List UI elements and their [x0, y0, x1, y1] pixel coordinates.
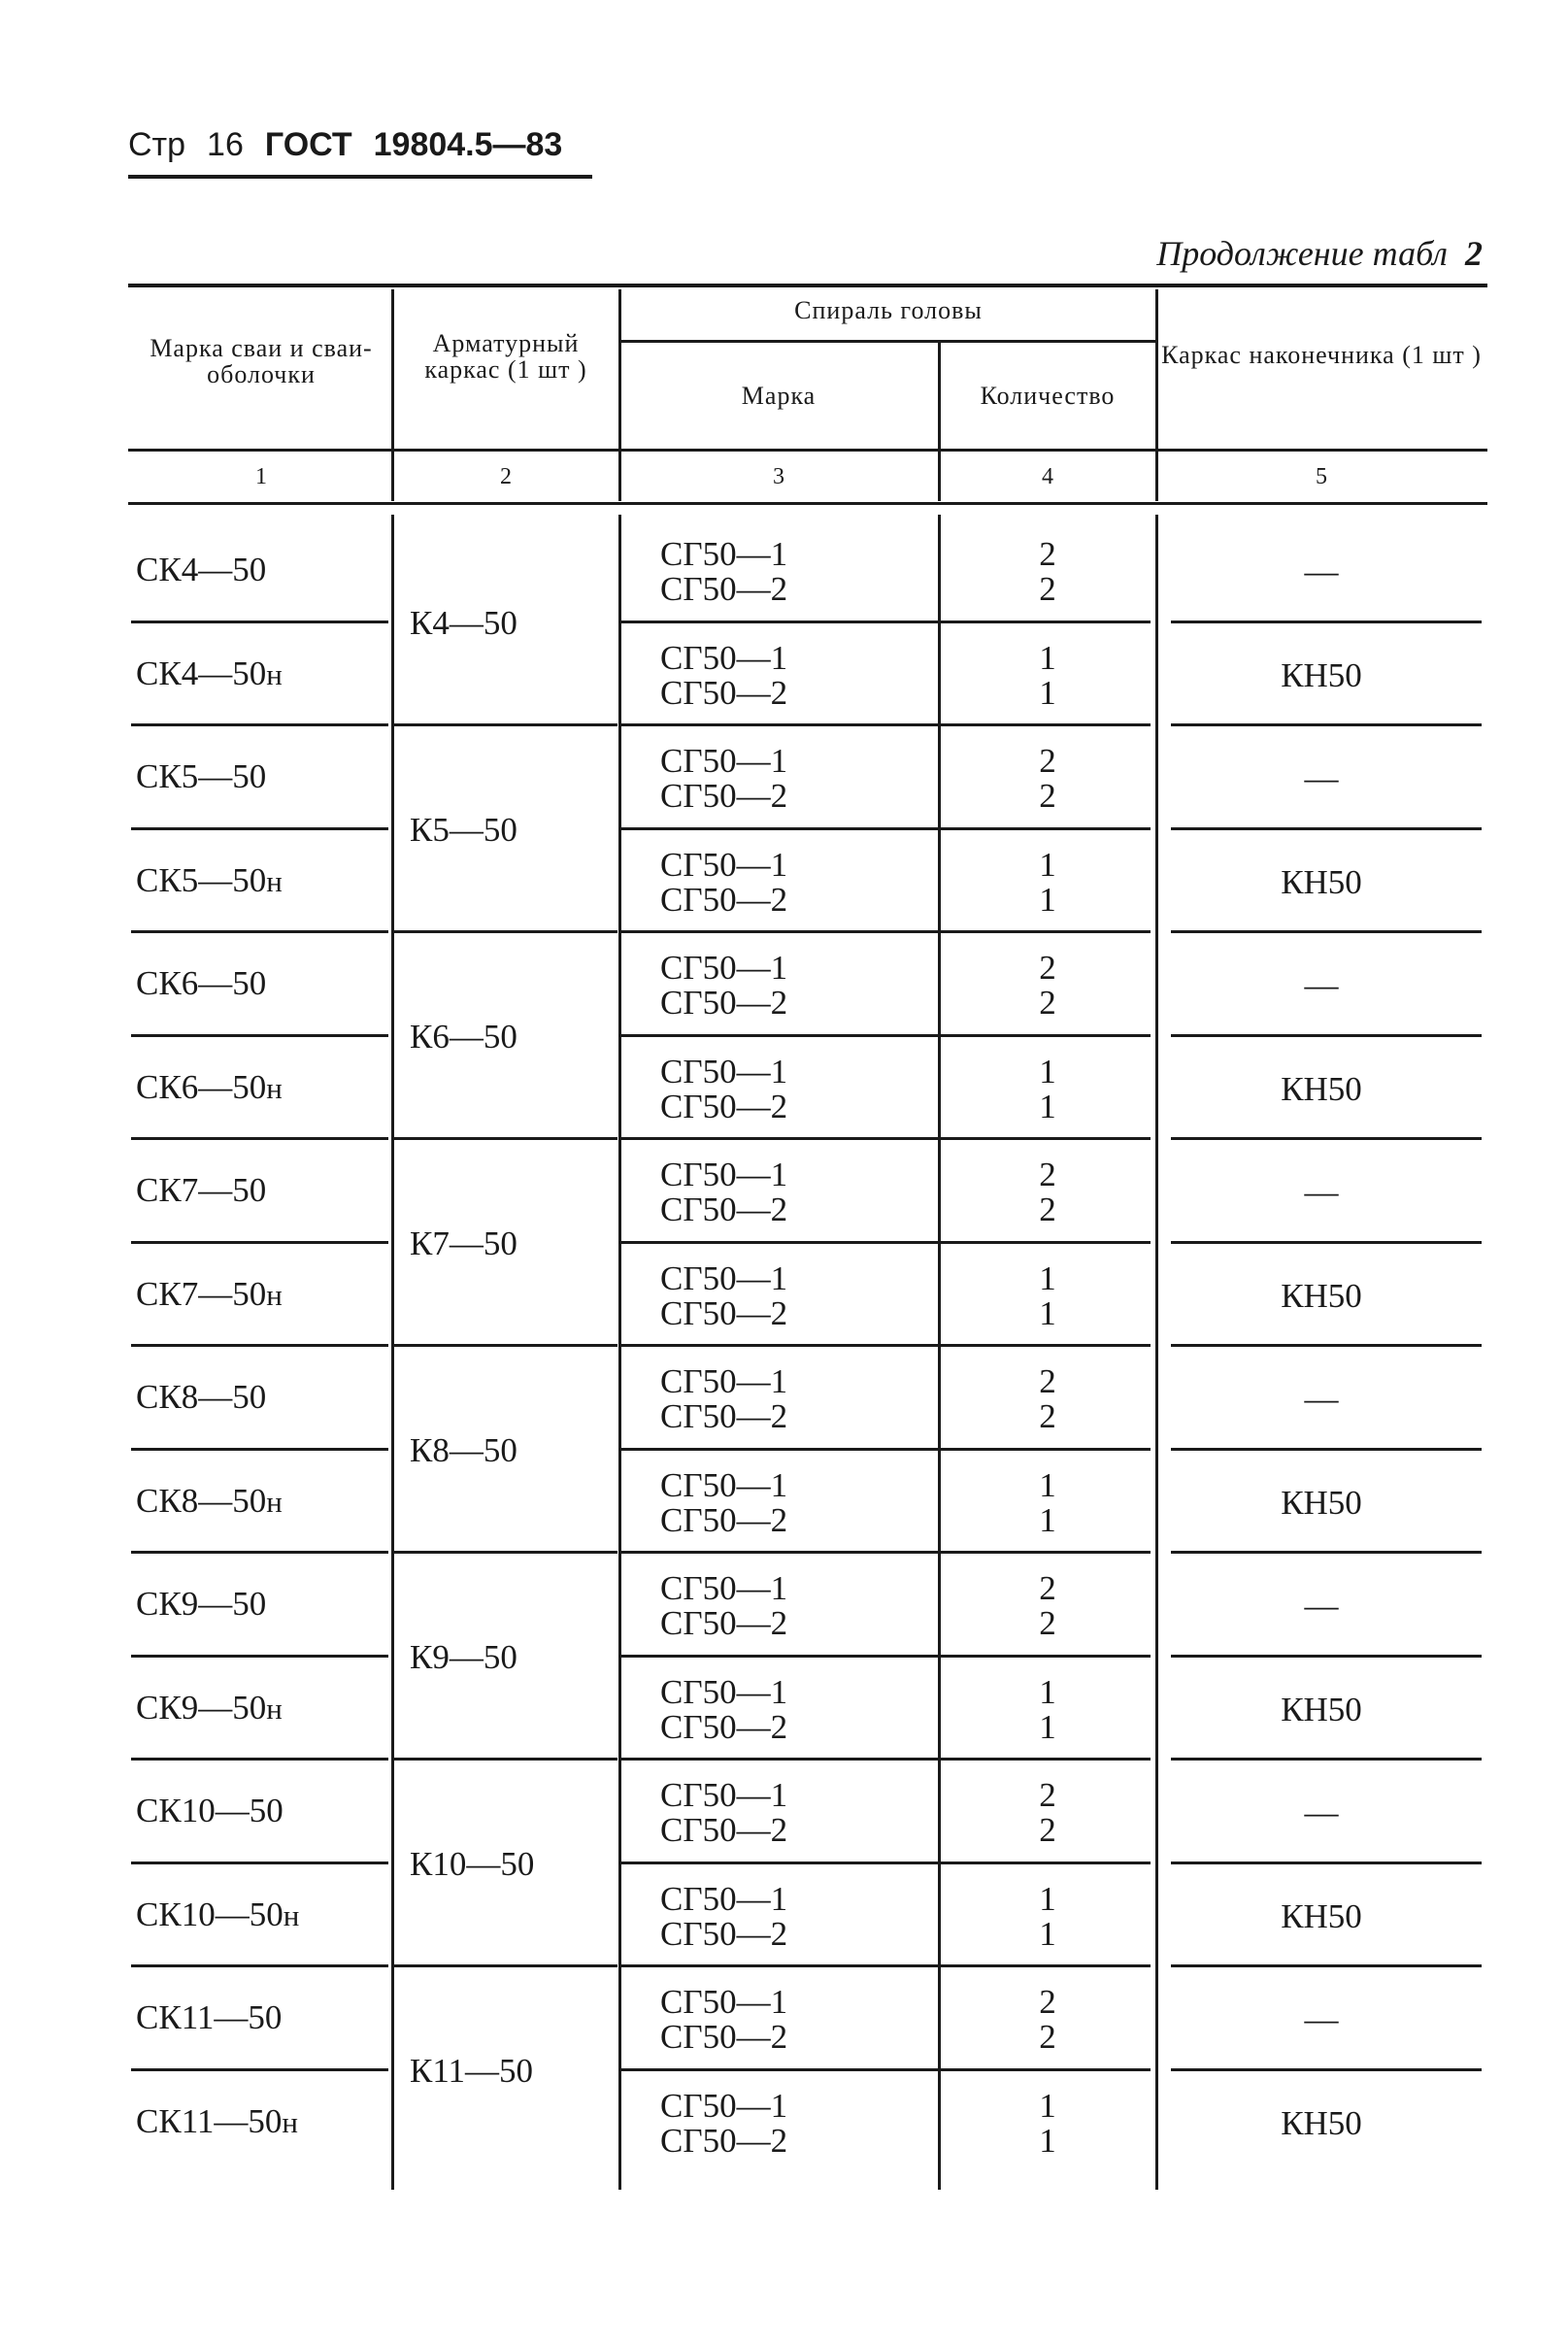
tip-frame-mark: — — [1304, 1587, 1339, 1625]
column-number-5: 5 — [1316, 464, 1327, 489]
pile-mark — [136, 2101, 386, 2140]
pile-mark — [136, 1481, 386, 1520]
row-rule-tip — [1171, 621, 1482, 623]
pile-mark-code: СК6—50 — [136, 964, 267, 1002]
row-rule-spiral — [621, 1862, 1151, 1864]
spiral-quantity: 2 — [1039, 2018, 1056, 2056]
pile-mark-suffix: н — [266, 1277, 283, 1312]
pile-mark-code: СК5—50 — [136, 860, 267, 899]
tip-frame-mark: КН50 — [1281, 862, 1362, 901]
row-rule-pile-mark — [131, 1758, 388, 1761]
pile-mark — [136, 1274, 386, 1313]
row-rule-pile-mark — [131, 1964, 388, 1967]
reinforcement-frame-mark: К7—50 — [410, 1224, 517, 1262]
continuation-table-number: 2 — [1465, 234, 1483, 273]
row-rule-spiral — [621, 723, 1151, 726]
tip-frame-mark: КН50 — [1281, 1896, 1362, 1935]
header-reinforcement-frame: Арматурный каркас (1 шт ) — [424, 329, 587, 384]
row-rule-tip — [1171, 1241, 1482, 1244]
pile-mark-code: СК8—50 — [136, 1378, 267, 1416]
body-divider-2 — [618, 515, 621, 2190]
row-rule-pile-mark — [131, 723, 388, 726]
row-rule-spiral — [621, 1034, 1151, 1037]
spiral-quantity: 1 — [1039, 1293, 1056, 1332]
row-rule-tip — [1171, 1551, 1482, 1554]
row-rule-pile-mark — [131, 930, 388, 933]
row-rule-pile-mark — [131, 1241, 388, 1244]
pile-mark-code: СК7—50 — [136, 1171, 267, 1209]
row-rule-pile-mark — [131, 1344, 388, 1347]
spiral-mark: СГ50—1 — [660, 1052, 788, 1090]
spiral-mark: СГ50—2 — [660, 777, 788, 815]
pile-mark-suffix: н — [266, 1691, 283, 1726]
spiral-quantity: 1 — [1039, 1914, 1056, 1953]
reinforcement-frame-mark: К5—50 — [410, 810, 517, 849]
column-numbers-rule — [128, 502, 1487, 505]
row-rule-spiral — [621, 1964, 1151, 1967]
spiral-mark: СГ50—2 — [660, 1604, 788, 1642]
spiral-quantity: 2 — [1039, 1156, 1056, 1193]
spiral-quantity: 2 — [1039, 1191, 1056, 1228]
tip-frame-mark: — — [1304, 2000, 1339, 2038]
spiral-quantity: 2 — [1039, 777, 1056, 815]
row-rule-spiral — [621, 827, 1151, 830]
row-rule-tip — [1171, 723, 1482, 726]
pile-mark-code: СК4—50 — [136, 551, 267, 588]
row-rule-frame — [394, 723, 617, 726]
spiral-quantity: 2 — [1039, 1983, 1056, 2021]
row-rule-spiral — [621, 1241, 1151, 1244]
spiral-quantity: 2 — [1039, 742, 1056, 780]
reinforcement-frame-mark: К8—50 — [410, 1430, 517, 1469]
pile-mark-code: СК5—50 — [136, 757, 267, 795]
header-divider-1 — [391, 289, 394, 501]
spiral-quantity: 1 — [1039, 1052, 1056, 1090]
spiral-quantity: 2 — [1039, 1776, 1056, 1814]
body-divider-4 — [1155, 515, 1158, 2190]
spiral-mark: СГ50—1 — [660, 742, 788, 780]
column-number-1: 1 — [255, 464, 267, 489]
pile-mark — [136, 2000, 386, 2035]
header-spiral-mark: Марка — [741, 382, 817, 410]
tip-frame-mark: — — [1304, 759, 1339, 797]
spiral-quantity: 1 — [1039, 1465, 1056, 1504]
row-rule-frame — [394, 1551, 617, 1554]
spiral-quantity: 1 — [1039, 638, 1056, 677]
spiral-quantity: 1 — [1039, 2086, 1056, 2125]
spiral-mark: СГ50—2 — [660, 1707, 788, 1746]
spiral-mark: СГ50—2 — [660, 1191, 788, 1228]
row-rule-tip — [1171, 2068, 1482, 2071]
spiral-mark: СГ50—2 — [660, 673, 788, 712]
spiral-quantity: 1 — [1039, 1258, 1056, 1297]
pile-mark-suffix: н — [282, 2104, 298, 2139]
pile-mark-code: СК11—50 — [136, 1998, 283, 2036]
spiral-mark: СГ50—1 — [660, 1879, 788, 1918]
row-rule-spiral — [621, 1344, 1151, 1347]
pile-mark — [136, 966, 386, 1001]
spiral-quantity: 1 — [1039, 1500, 1056, 1539]
pile-mark — [136, 860, 386, 899]
row-rule-tip — [1171, 930, 1482, 933]
spiral-mark: СГ50—1 — [660, 1362, 788, 1400]
tip-frame-mark: КН50 — [1281, 655, 1362, 694]
header-spiral-group: Спираль головы — [794, 296, 983, 324]
page-number: 16 — [207, 126, 244, 163]
row-rule-pile-mark — [131, 1448, 388, 1451]
spiral-quantity: 2 — [1039, 984, 1056, 1022]
spiral-mark: СГ50—2 — [660, 1500, 788, 1539]
row-rule-pile-mark — [131, 1862, 388, 1864]
spiral-mark: СГ50—1 — [660, 1983, 788, 2021]
row-rule-pile-mark — [131, 827, 388, 830]
standard-label: ГОСТ — [264, 126, 352, 163]
row-rule-spiral — [621, 1551, 1151, 1554]
tip-frame-mark: КН50 — [1281, 1276, 1362, 1315]
header-pile-mark: Марка сваи и сваи-оболочки — [150, 334, 373, 388]
spiral-quantity: 1 — [1039, 2121, 1056, 2160]
pile-mark — [136, 1688, 386, 1727]
spiral-mark: СГ50—2 — [660, 2018, 788, 2056]
table-top-rule — [128, 284, 1487, 287]
row-rule-spiral — [621, 1655, 1151, 1658]
spiral-quantity: 1 — [1039, 845, 1056, 884]
standard-code: 19804.5—83 — [373, 126, 563, 163]
pile-mark-code: СК9—50 — [136, 1585, 267, 1623]
row-rule-spiral — [621, 1758, 1151, 1761]
spiral-quantity: 1 — [1039, 1879, 1056, 1918]
spiral-mark: СГ50—1 — [660, 845, 788, 884]
header-divider-4 — [1155, 289, 1158, 501]
row-rule-tip — [1171, 827, 1482, 830]
tip-frame-mark: — — [1304, 1173, 1339, 1211]
pile-mark-suffix: н — [283, 1897, 300, 1932]
spiral-quantity: 2 — [1039, 1362, 1056, 1400]
tip-frame-mark: КН50 — [1281, 1690, 1362, 1728]
pile-mark — [136, 1173, 386, 1208]
row-rule-frame — [394, 1137, 617, 1140]
column-number-2: 2 — [500, 464, 512, 489]
column-number-3: 3 — [773, 464, 784, 489]
row-rule-frame — [394, 1758, 617, 1761]
pile-mark — [136, 759, 386, 794]
tip-frame-mark: — — [1304, 966, 1339, 1004]
header-tip-frame: Каркас наконечника (1 шт ) — [1161, 341, 1482, 369]
tip-frame-mark: КН50 — [1281, 1069, 1362, 1108]
tip-frame-mark: КН50 — [1281, 1483, 1362, 1522]
tip-frame-mark: — — [1304, 1380, 1339, 1418]
row-rule-pile-mark — [131, 2068, 388, 2071]
spiral-quantity: 2 — [1039, 1397, 1056, 1435]
pile-mark-code: СК8—50 — [136, 1481, 267, 1520]
reinforcement-frame-mark: К9—50 — [410, 1637, 517, 1676]
reinforcement-frame-mark: К4—50 — [410, 603, 517, 642]
pile-mark-code: СК10—50 — [136, 1792, 284, 1829]
spiral-mark: СГ50—1 — [660, 535, 788, 573]
row-rule-tip — [1171, 1862, 1482, 1864]
spiral-quantity: 1 — [1039, 1707, 1056, 1746]
spiral-mark: СГ50—1 — [660, 1569, 788, 1607]
spiral-mark: СГ50—2 — [660, 880, 788, 919]
spiral-quantity: 2 — [1039, 949, 1056, 987]
spiral-mark: СГ50—1 — [660, 1465, 788, 1504]
reinforcement-frame-mark: К10—50 — [410, 1844, 535, 1883]
spiral-group-rule — [621, 340, 1155, 343]
header-bottom-rule — [128, 449, 1487, 452]
pile-mark — [136, 1380, 386, 1415]
spiral-mark: СГ50—1 — [660, 949, 788, 987]
pile-mark-code: СК11—50 — [136, 2101, 283, 2140]
row-rule-tip — [1171, 1344, 1482, 1347]
spiral-mark: СГ50—2 — [660, 1293, 788, 1332]
pile-mark-code: СК6—50 — [136, 1067, 267, 1106]
pile-mark — [136, 656, 386, 692]
spiral-mark: СГ50—2 — [660, 1811, 788, 1849]
pile-mark-suffix: н — [266, 863, 283, 898]
spiral-quantity: 1 — [1039, 1087, 1056, 1125]
row-rule-spiral — [621, 930, 1151, 933]
row-rule-spiral — [621, 1137, 1151, 1140]
row-rule-tip — [1171, 1448, 1482, 1451]
spiral-quantity: 1 — [1039, 673, 1056, 712]
header-spiral-quantity: Количество — [980, 382, 1116, 410]
row-rule-tip — [1171, 1758, 1482, 1761]
spiral-quantity: 1 — [1039, 1672, 1056, 1711]
spiral-mark: СГ50—1 — [660, 2086, 788, 2125]
row-rule-tip — [1171, 1655, 1482, 1658]
row-rule-spiral — [621, 2068, 1151, 2071]
spiral-mark: СГ50—1 — [660, 638, 788, 677]
pile-mark-suffix: н — [266, 656, 283, 691]
tip-frame-mark: — — [1304, 553, 1339, 590]
reinforcement-frame-mark: К6—50 — [410, 1017, 517, 1056]
pile-mark-code: СК10—50 — [136, 1895, 284, 1933]
continuation-text: Продолжение табл — [1156, 234, 1448, 273]
pile-mark — [136, 1587, 386, 1622]
spiral-quantity: 2 — [1039, 570, 1056, 608]
spiral-mark: СГ50—2 — [660, 2121, 788, 2160]
row-rule-pile-mark — [131, 1034, 388, 1037]
spiral-mark: СГ50—2 — [660, 984, 788, 1022]
row-rule-tip — [1171, 1034, 1482, 1037]
pile-mark-suffix: н — [266, 1070, 283, 1105]
spiral-mark: СГ50—1 — [660, 1258, 788, 1297]
spiral-mark: СГ50—2 — [660, 1087, 788, 1125]
spiral-quantity: 1 — [1039, 880, 1056, 919]
column-number-4: 4 — [1042, 464, 1053, 489]
pile-mark-code: СК7—50 — [136, 1274, 267, 1313]
body-divider-1 — [391, 515, 394, 2190]
row-rule-frame — [394, 1344, 617, 1347]
row-rule-pile-mark — [131, 1655, 388, 1658]
pile-mark — [136, 1897, 386, 1933]
spiral-mark: СГ50—2 — [660, 570, 788, 608]
row-rule-pile-mark — [131, 621, 388, 623]
row-rule-tip — [1171, 1137, 1482, 1140]
pile-mark-code: СК4—50 — [136, 654, 267, 692]
row-rule-tip — [1171, 1964, 1482, 1967]
spiral-mark: СГ50—1 — [660, 1672, 788, 1711]
pile-mark-suffix: н — [266, 1484, 283, 1519]
reinforcement-frame-mark: К11—50 — [410, 2051, 534, 2090]
row-rule-spiral — [621, 1448, 1151, 1451]
spiral-quantity: 2 — [1039, 1604, 1056, 1642]
pile-mark-code: СК9—50 — [136, 1688, 267, 1727]
tip-frame-mark: КН50 — [1281, 2103, 1362, 2142]
header-divider-3 — [938, 342, 941, 501]
page-prefix: Стр — [128, 126, 186, 163]
spiral-mark: СГ50—2 — [660, 1914, 788, 1953]
spiral-quantity: 2 — [1039, 535, 1056, 573]
row-rule-pile-mark — [131, 1137, 388, 1140]
spiral-quantity: 2 — [1039, 1811, 1056, 1849]
row-rule-spiral — [621, 621, 1151, 623]
spiral-quantity: 2 — [1039, 1569, 1056, 1607]
spiral-mark: СГ50—1 — [660, 1156, 788, 1193]
pile-mark — [136, 1067, 386, 1106]
spiral-mark: СГ50—1 — [660, 1776, 788, 1814]
row-rule-pile-mark — [131, 1551, 388, 1554]
body-divider-3 — [938, 515, 941, 2190]
tip-frame-mark: — — [1304, 1794, 1339, 1831]
row-rule-frame — [394, 1964, 617, 1967]
spiral-mark: СГ50—2 — [660, 1397, 788, 1435]
pile-mark — [136, 553, 386, 587]
pile-mark — [136, 1794, 386, 1828]
row-rule-frame — [394, 930, 617, 933]
